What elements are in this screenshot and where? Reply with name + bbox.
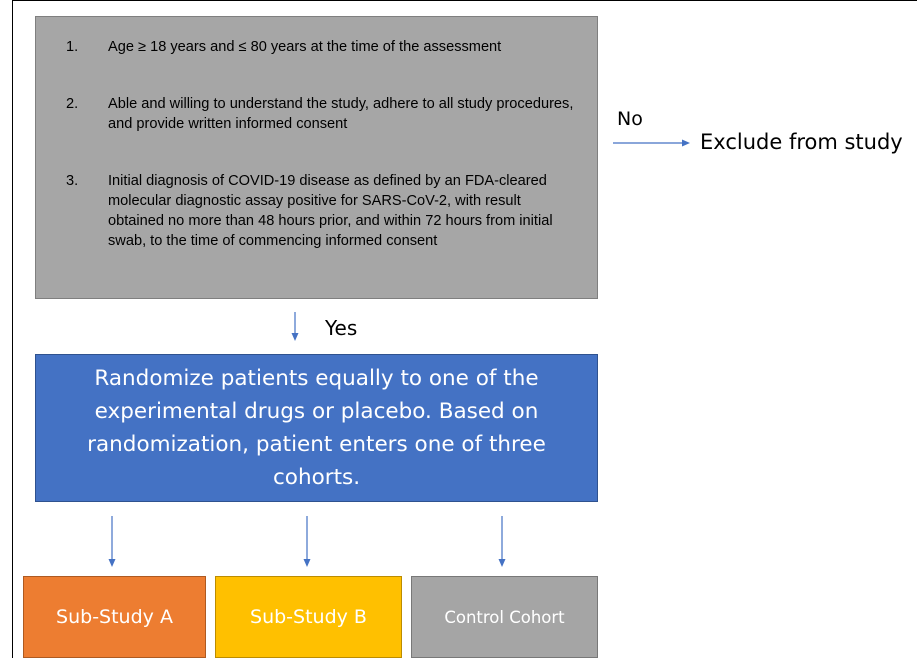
criterion-number: 2. [66,96,79,112]
criterion-text: Able and willing to understand the study, adhere to all study procedures, and provide written informed consent [108,96,574,132]
cohort-sub-study-b [215,576,402,658]
criterion-text: Initial diagnosis of COVID-19 disease as defined by an FDA-cleared molecular diagnostic assay positive for SARS-CoV-2, with result obtained no more than 48 hours prior, and within 72 hours from initial swab, to the time of commencing informed consent [108,173,553,249]
randomize-box [35,354,598,502]
no-label: No [617,108,643,130]
cohort-a-arrowhead [109,559,116,567]
criterion-number: 3. [66,173,79,189]
cohort-control-arrowhead [499,559,506,567]
cohort-label: Sub-Study B [250,606,367,628]
yes-arrowhead [292,333,299,341]
cohort-label: Control Cohort [444,607,565,627]
criterion-number: 1. [66,39,79,55]
yes-label: Yes [325,316,358,340]
cohort-sub-study-a [23,576,206,658]
randomize-text: Randomize patients equally to one of the experimental drugs or placebo. Based on randomization, patient enters one of three cohorts. [87,366,546,490]
cohort-b-arrowhead [304,559,311,567]
no-arrowhead [682,140,690,147]
criterion-text: Age ≥ 18 years and ≤ 80 years at the time of the assessment [108,39,502,55]
cohort-label: Sub-Study A [56,606,173,628]
exclude-label: Exclude from study [700,130,903,154]
cohort-control [411,576,598,658]
